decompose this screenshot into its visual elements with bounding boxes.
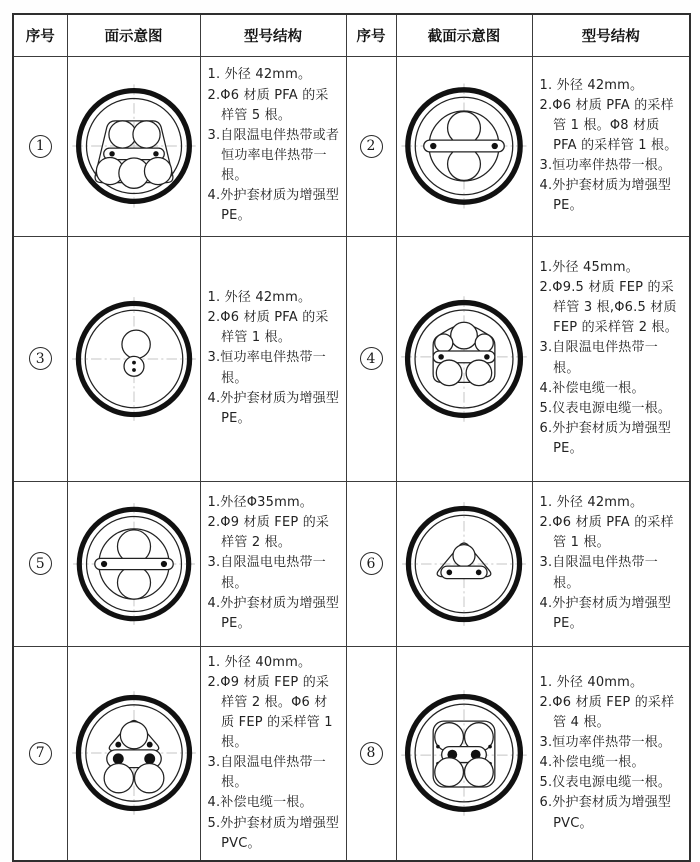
spec-line: 1. 外径 42mm。 <box>539 77 644 93</box>
spec-cell-6 <box>532 481 690 646</box>
spec-line: 2.Φ6 材质 FEP 的采样管 4 根。 <box>539 694 675 730</box>
circled-number-5: 5 <box>29 552 52 575</box>
serial-cell-4 <box>346 236 396 481</box>
circled-number-2: 2 <box>360 135 383 158</box>
table-row <box>13 481 690 646</box>
spec-cell-8 <box>532 646 690 861</box>
spec-line: 2.Φ6 材质 PFA 的采样管 1 根。Φ8 材质 PFA 的采样管 1 根。 <box>539 97 678 153</box>
spec-line: 2.Φ9.5 材质 FEP 的采样管 3 根,Φ6.5 材质 FEP 的采样管 2 根。 <box>539 279 678 336</box>
spec-line: 3.自限温电伴热带一根。 <box>539 340 658 376</box>
spec-line: 4.补偿电缆一根。 <box>539 755 645 771</box>
spec-line: 1. 外径 42mm。 <box>207 290 312 305</box>
spec-line: 3.恒功率伴热带一根。 <box>539 158 672 174</box>
header-spec-left: 型号结构 <box>200 14 346 56</box>
cable-cross-section-3-tubes-cluster-icon <box>71 687 197 819</box>
diagram-cell-8 <box>396 646 532 861</box>
diagram-cell-1 <box>67 56 200 236</box>
spec-line: 2.Φ6 材质 PFA 的采样管 1 根。 <box>207 310 329 346</box>
circled-number-8: 8 <box>360 742 383 765</box>
diagram-cell-3 <box>67 236 200 481</box>
spec-line: 1. 外径 42mm。 <box>207 67 312 83</box>
spec-cell-1 <box>200 56 346 236</box>
cable-cross-section-5-tubes-cluster-icon <box>400 293 528 425</box>
header-diagram-right: 截面示意图 <box>396 14 532 56</box>
circled-number-3: 3 <box>29 347 52 370</box>
header-row <box>13 14 690 56</box>
spec-line: 3.自限温电伴热带或者恒功率电伴热带一根。 <box>207 127 340 184</box>
cable-cross-section-2-tubes-band-icon <box>400 75 528 217</box>
spec-line: 3.自限温电电热带一根。 <box>207 555 326 591</box>
spec-line: 1.外径Φ35mm。 <box>207 495 314 510</box>
spec-cell-4 <box>532 236 690 481</box>
header-diagram-left: 面示意图 <box>67 14 200 56</box>
spec-line: 5.仪表电源电缆一根。 <box>539 400 672 416</box>
spec-line: 1. 外径 42mm。 <box>539 495 644 510</box>
serial-cell-2 <box>346 56 396 236</box>
circled-number-1: 1 <box>29 135 52 158</box>
table-row <box>13 56 690 236</box>
cable-cross-section-5-tubes-trapezoid-icon <box>71 76 197 216</box>
spec-line: 5.仪表电源电缆一根。 <box>539 775 672 791</box>
spec-line: 4.外护套材质为增强型 PE。 <box>207 390 340 426</box>
spec-line: 4.外护套材质为增强型 PE。 <box>207 188 340 224</box>
spec-line: 4.外护套材质为增强型 PE。 <box>207 595 340 631</box>
table-row <box>13 236 690 481</box>
spec-line: 2.Φ9 材质 FEP 的采样管 2 根。Φ6 材质 FEP 的采样管 1 根。 <box>207 674 333 751</box>
spec-line: 3.自限温电伴热带一根。 <box>207 755 326 791</box>
spec-line: 4.外护套材质为增强型 PE。 <box>539 178 672 214</box>
spec-line: 3.自限温电伴热带一根。 <box>539 555 658 591</box>
spec-line: 2.Φ6 材质 PFA 的采样管 5 根。 <box>207 87 329 123</box>
header-spec-right: 型号结构 <box>532 14 690 56</box>
spec-cell-5 <box>200 481 346 646</box>
spec-line: 1.外径 45mm。 <box>539 259 639 275</box>
spec-line: 3.恒功率伴热带一根。 <box>539 735 672 751</box>
spec-cell-2 <box>532 56 690 236</box>
circled-number-4: 4 <box>360 347 383 370</box>
header-serial-right: 序号 <box>346 14 396 56</box>
spec-line: 5.外护套材质为增强型 PVC。 <box>207 815 340 851</box>
header-serial-left: 序号 <box>13 14 67 56</box>
circled-number-6: 6 <box>360 552 383 575</box>
spec-line: 1. 外径 40mm。 <box>207 654 312 670</box>
serial-cell-3 <box>13 236 67 481</box>
spec-cell-3 <box>200 236 346 481</box>
spec-line: 2.Φ6 材质 PFA 的采样管 1 根。 <box>539 515 674 551</box>
spec-line: 6.外护套材质为增强型 PE。 <box>539 420 672 457</box>
spec-line: 4.补偿电缆一根。 <box>539 380 645 396</box>
diagram-cell-5 <box>67 481 200 646</box>
spec-line: 4.外护套材质为增强型 PE。 <box>539 595 672 631</box>
diagram-cell-7 <box>67 646 200 861</box>
table-row <box>13 646 690 861</box>
cable-cross-section-1-tube-triangle-icon <box>401 499 527 629</box>
spec-line: 6.外护套材质为增强型 PVC。 <box>539 795 672 831</box>
serial-cell-7 <box>13 646 67 861</box>
diagram-cell-6 <box>396 481 532 646</box>
cable-cross-section-1-tube-heater-icon <box>71 294 197 424</box>
diagram-cell-4 <box>396 236 532 481</box>
spec-line: 3.恒功率电伴热带一根。 <box>207 350 326 386</box>
diagram-cell-2 <box>396 56 532 236</box>
spec-line: 1. 外径 40mm。 <box>539 674 644 690</box>
spec-cell-7 <box>200 646 346 861</box>
cable-spec-table <box>12 13 691 862</box>
serial-cell-1 <box>13 56 67 236</box>
serial-cell-8 <box>346 646 396 861</box>
cable-cross-section-2-tubes-band-icon <box>72 500 196 628</box>
cable-cross-section-4-tubes-cluster-icon <box>400 686 528 820</box>
serial-cell-6 <box>346 481 396 646</box>
spec-line: 4.补偿电缆一根。 <box>207 795 313 811</box>
circled-number-7: 7 <box>29 742 52 765</box>
serial-cell-5 <box>13 481 67 646</box>
spec-line: 2.Φ9 材质 FEP 的采样管 2 根。 <box>207 515 330 551</box>
